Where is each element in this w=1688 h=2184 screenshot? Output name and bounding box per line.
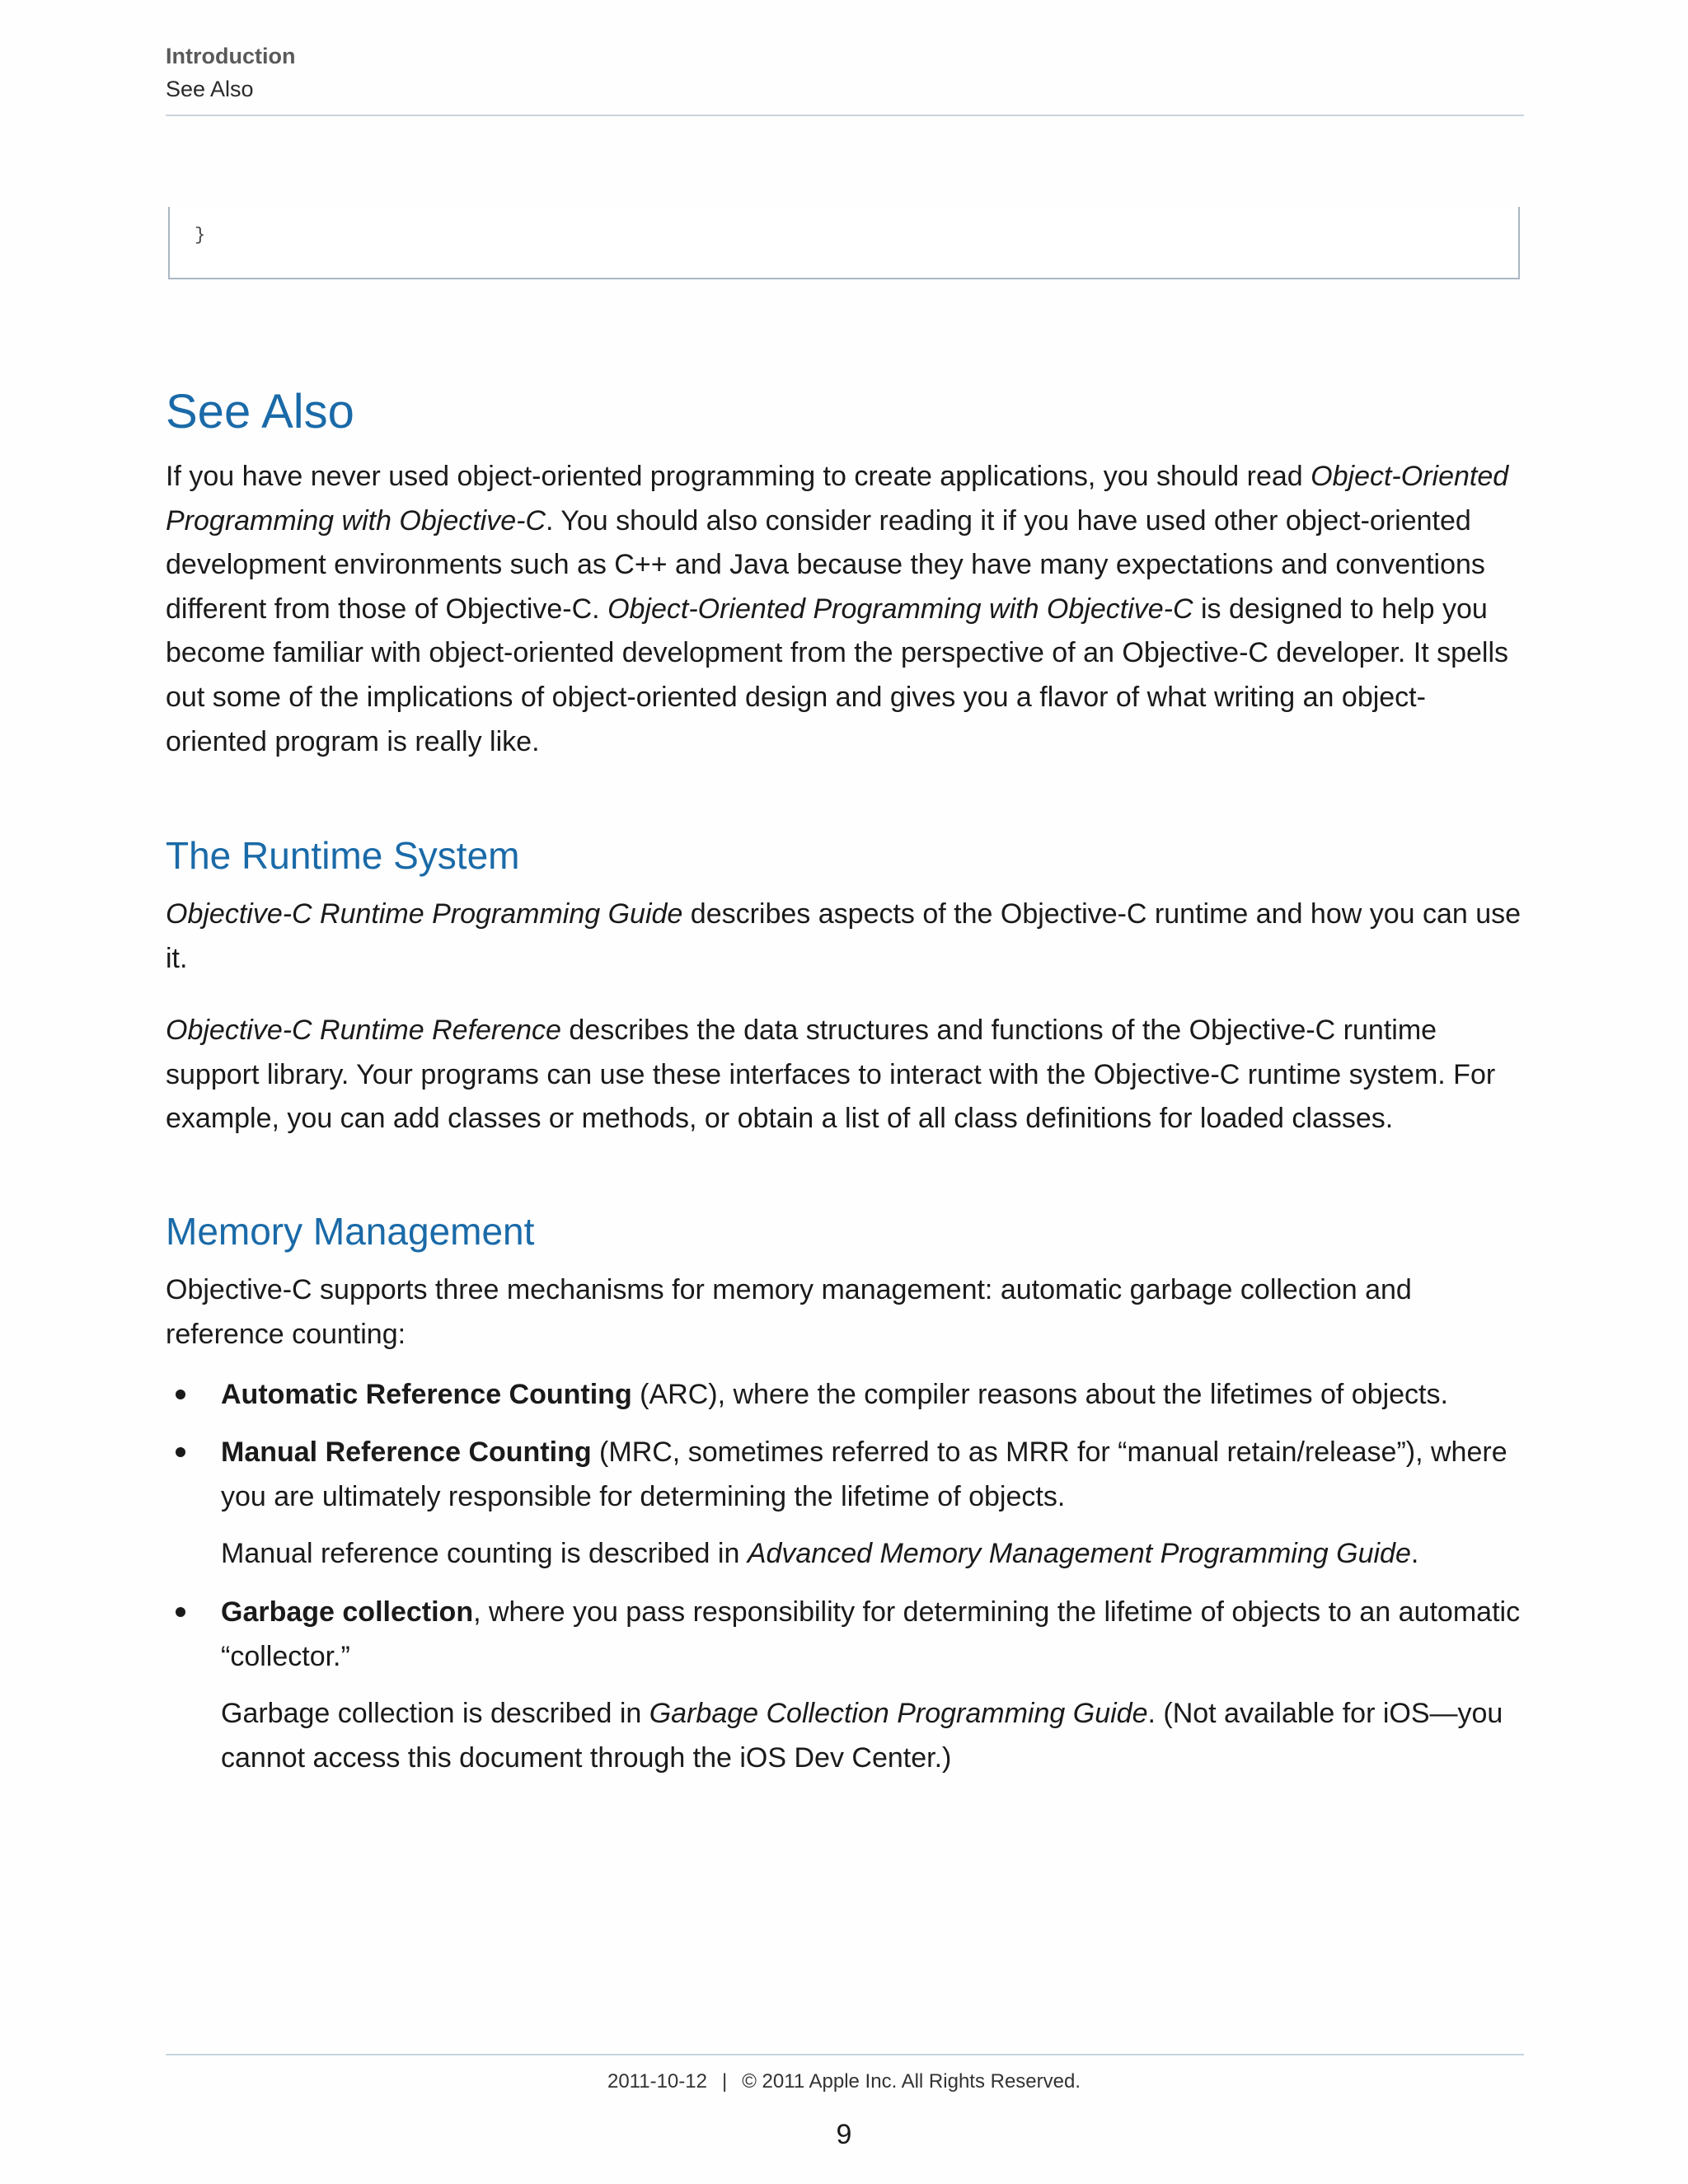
gc-note	[221, 1692, 1524, 1780]
text-run: Manual reference counting is described in	[221, 1538, 748, 1569]
runtime-guide-link[interactable]: Objective-C Runtime Programming Guide	[166, 898, 683, 930]
mrc-note	[221, 1532, 1524, 1577]
header-section: See Also	[166, 77, 254, 101]
code-closing-brace: }	[195, 225, 206, 246]
book-reference-link[interactable]: Object-Oriented Programming with Objective-C	[607, 593, 1193, 625]
footer-copyright: © 2011 Apple Inc. All Rights Reserved.	[742, 2070, 1081, 2093]
footer-date: 2011-10-12	[607, 2070, 707, 2093]
list-item-text	[221, 1373, 1524, 1418]
running-header	[166, 40, 1524, 105]
runtime-paragraph-2	[166, 1009, 1524, 1141]
header-chapter: Introduction	[166, 44, 296, 68]
book-reference-link[interactable]: Object-Oriented Programming with Objective-C	[166, 461, 1509, 537]
text-run: If you have never used object-oriented programming to create applications, you should read	[166, 461, 1311, 492]
memory-intro-paragraph: Objective-C supports three mechanisms for memory management: automatic garbage collection and reference counting:	[166, 1274, 1412, 1350]
bullet-icon	[176, 1390, 185, 1399]
term-mrc: Manual Reference Counting	[221, 1436, 592, 1468]
text-run: . You should also consider reading it if you have used other object-oriented development environments such as C++ and Java because they have many expectations and conventions different from those of Objective-C.	[166, 504, 1485, 625]
term-arc: Automatic Reference Counting	[221, 1379, 632, 1410]
footer-separator: |	[721, 2070, 728, 2093]
subsection-title-memory: Memory Management	[166, 1210, 535, 1253]
footer-divider	[166, 2054, 1524, 2055]
bullet-icon	[176, 1447, 185, 1457]
text-run: (MRC, sometimes referred to as MRR for “manual retain/release”), where you are ultimately responsible for determining the lifetime of objects.	[221, 1436, 1507, 1512]
list-item-text	[221, 1431, 1524, 1519]
text-run: describes the data structures and functions of the Objective-C runtime support library. Your programs can use these interfaces to interact with the Objective-C runtime system. For example, you can add classes or methods, or obtain a list of all class definitions for loaded classes.	[166, 1015, 1496, 1135]
text-run: Garbage collection is described in	[221, 1698, 649, 1729]
list-item-text	[221, 1591, 1524, 1679]
footer	[0, 2067, 1688, 2097]
runtime-paragraph-1	[166, 893, 1524, 981]
text-run: describes aspects of the Objective-C runtime and how you can use it.	[166, 898, 1522, 974]
text-run: is designed to help you become familiar with object-oriented development from the perspective of an Objective-C developer. It spells out some of the implications of object-oriented design and gives you a flavor of what writing an object-oriented program is really like.	[166, 593, 1509, 757]
text-run: (ARC), where the compiler reasons about the lifetimes of objects.	[631, 1379, 1448, 1410]
text-run: . (Not available for iOS—you cannot access this document through the iOS Dev Center.)	[221, 1698, 1503, 1774]
memory-guide-link[interactable]: Advanced Memory Management Programming Guide	[747, 1538, 1411, 1569]
text-run: .	[1410, 1538, 1419, 1569]
bullet-icon	[176, 1607, 185, 1617]
section-title-see-also: See Also	[166, 385, 354, 438]
code-listing	[168, 207, 1520, 279]
text-run: , where you pass responsibility for determining the lifetime of objects to an automatic “collector.”	[221, 1596, 1521, 1672]
header-divider	[166, 115, 1524, 116]
page-number: 9	[836, 2119, 852, 2150]
gc-guide-link[interactable]: Garbage Collection Programming Guide	[649, 1698, 1148, 1729]
see-also-paragraph	[166, 455, 1524, 764]
runtime-reference-link[interactable]: Objective-C Runtime Reference	[166, 1015, 561, 1046]
subsection-title-runtime: The Runtime System	[166, 834, 520, 877]
term-gc: Garbage collection	[221, 1596, 474, 1628]
